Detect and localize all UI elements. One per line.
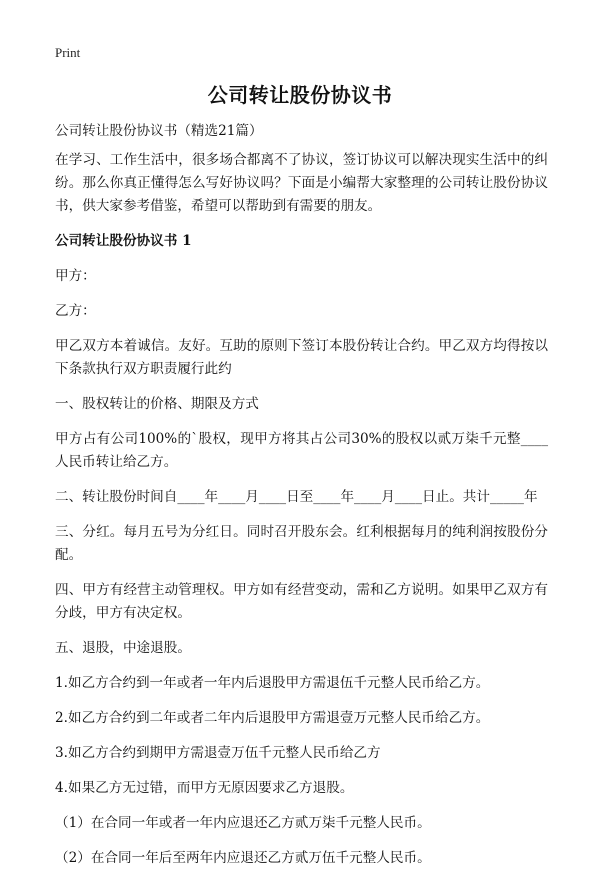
party-a-line: 甲方： [55, 268, 96, 284]
party-b-line: 乙方： [55, 303, 96, 319]
clause-three-text: 三、分红。每月五号为分红日。同时召开股东会。红利根据每月的纯利润按股份分配。 [55, 524, 548, 563]
document-subtitle: 公司转让股份协议书（精选21篇） [55, 123, 263, 139]
print-link[interactable]: Print [55, 45, 81, 60]
list-item: （1）在合同一年或者一年内应退还乙方贰万柒千元整人民币。 [55, 815, 431, 831]
clause-five-heading: 五、退股，中途退股。 [55, 640, 191, 656]
list-item: 3.如乙方合约到期甲方需退壹万伍千元整人民币给乙方 [55, 745, 381, 761]
list-item: （2）在合同一年后至两年内应退还乙方贰万伍千元整人民币。 [55, 850, 431, 866]
clause-one-text: 甲方占有公司100%的`股权，现甲方将其占公司30%的股权以贰万柒千元整____人民币转让给乙方。 [55, 431, 548, 470]
clause-one-heading: 一、股权转让的价格、期限及方式 [55, 396, 259, 412]
section-heading: 公司转让股份协议书 1 [55, 233, 192, 249]
document-body [55, 120, 548, 882]
intro-paragraph: 在学习、工作生活中，很多场合都离不了协议，签订协议可以解决现实生活中的纠纷。那么你真正懂得怎么写好协议吗？下面是小编帮大家整理的公司转让股份协议书，供大家参考借鉴，希望可以帮助到有需要的朋友。 [55, 152, 548, 214]
list-item: 4.如果乙方无过错，而甲方无原因要求乙方退股。 [55, 780, 354, 796]
document-title: 公司转让股份协议书 [207, 83, 393, 107]
list-item: 1.如乙方合约到一年或者一年内后退股甲方需退伍千元整人民币给乙方。 [55, 675, 490, 691]
clause-four-text: 四、甲方有经营主动管理权。甲方如有经营变动，需和乙方说明。如果甲乙双方有分歧，甲方有决定权。 [55, 582, 548, 621]
list-item: 2.如乙方合约到二年或者二年内后退股甲方需退壹万元整人民币给乙方。 [55, 710, 490, 726]
principle-paragraph: 甲乙双方本着诚信。友好。互助的原则下签订本股份转让合约。甲乙双方均得按以下条款执行双方职责履行此约 [55, 338, 548, 377]
clause-two-text: 二、转让股份时间自____年____月____日至____年____月____日止。共计_____年 [55, 489, 538, 505]
